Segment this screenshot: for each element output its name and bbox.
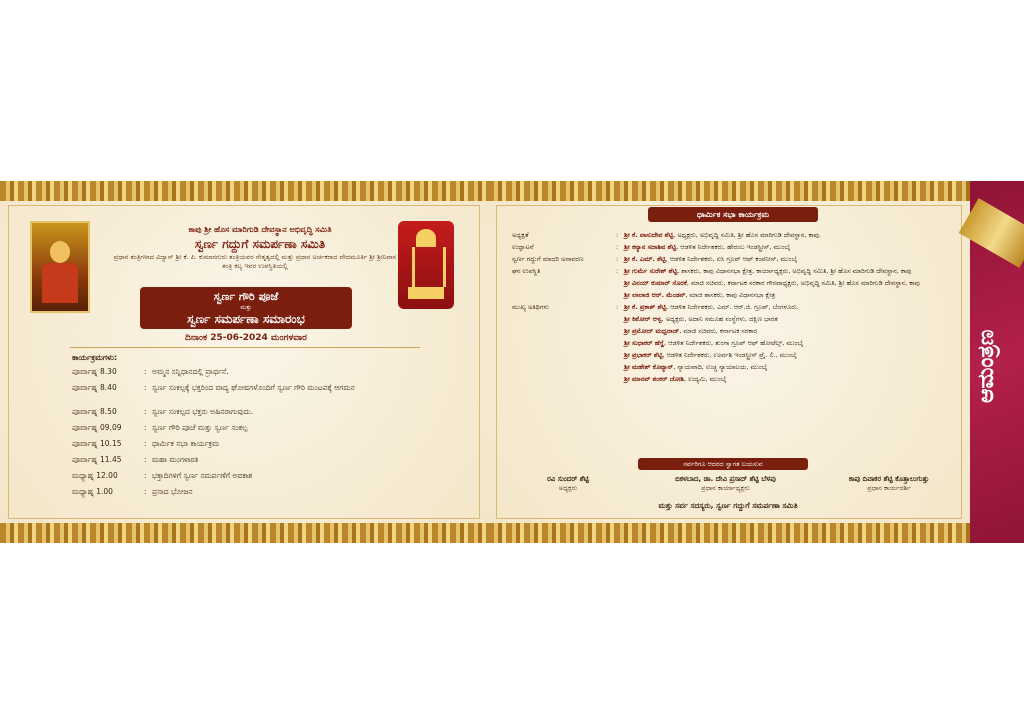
deity-image — [30, 221, 90, 313]
gold-border-top — [0, 181, 488, 201]
signatory: ಕಾಪು ದಿವಾಕರ ಶೆಟ್ಟಿ ಕೊತ್ತಾಲುಗುತ್ತು ಪ್ರಧಾನ ಕಾರ್ಯದರ್ಶಿ — [848, 475, 930, 492]
event-ribbon — [140, 287, 352, 329]
footer-text: ಮತ್ತು ಸರ್ವ ಸದಸ್ಯರು, ಸ್ವರ್ಣ ಗದ್ದುಗೆ ಸಮರ್ಪಣಾ ಸಮಿತಿ — [658, 501, 798, 510]
right-panel — [488, 181, 970, 543]
event-title-1: ಸ್ವರ್ಣ ಗೌರಿ ಪೂಜೆ — [213, 290, 279, 303]
program-row: ಪೂರ್ವಾಹ್ನ 11.45 : ಮಹಾ ಮಂಗಳಾರತಿ — [72, 455, 199, 464]
program-heading: ಕಾರ್ಯಕ್ರಮಗಳು: — [72, 353, 118, 362]
left-panel — [0, 181, 488, 543]
program-row: ಪೂರ್ವಾಹ್ನ 8.30 : ಅಮ್ಮನ ಸನ್ನಿಧಾನದಲ್ಲಿ ಪ್ರಾರ್ಥನೆ. — [72, 367, 229, 376]
guest-row: ಶ್ರೀ ಪ್ರಮೋದ್ ಮಧ್ವರಾಜ್, ಮಾಜಿ ಸಚಿವರು, ಕರ್ನಾಟಕ ಸರಕಾರ — [624, 327, 757, 335]
samiti-title: ಸ್ವರ್ಣ ಗದ್ದುಗೆ ಸಮರ್ಪಣಾ ಸಮಿತಿ — [194, 237, 326, 251]
welcome-banner: ಸರ್ವರಿಗೂ ಆದರದ ಸ್ವಾಗತ ಬಯಸುವ — [638, 458, 808, 470]
program-row: ಮಧ್ಯಾಹ್ನ 1.00 : ಪ್ರಸಾದ ಭೋಜನ — [72, 487, 193, 496]
organization-name: ಕಾಪು ಶ್ರೀ ಹೊಸ ಮಾರಿಗುಡಿ ದೇವಸ್ಥಾನ ಅಭಿವೃದ್ಧಿ ಸಮಿತಿ — [188, 225, 332, 234]
signatory: ರವಿ ಸುಂದರ್ ಶೆಟ್ಟಿ ಅಧ್ಯಕ್ಷರು — [547, 475, 589, 492]
gold-border-top — [488, 181, 970, 201]
event-date: ದಿನಾಂಕ 25-06-2024 ಮಂಗಳವಾರ — [185, 333, 307, 343]
intro-text: ಪ್ರಧಾನ ತಂತ್ರಿಗಳಾದ ವಿದ್ವಾನ್ ಶ್ರೀ ಕೆ. ಪಿ. ಕುಮಾರಗುರು ತಂತ್ರಿಯವರ ನೇತೃತ್ವದಲ್ಲಿ ಮತ್ತು ಪ್ರಧಾನ ಅರ್ಚಕರಾದ ವೇದಮೂರ್ತಿ ಶ್ರೀ ಶ್ರೀನಿವಾಸ ತಂತ್ರಿ ಕಲ್ಯ ಇವರ ಉಪಸ್ಥಿತಿಯಲ್ಲಿ — [113, 253, 397, 270]
invitation-card — [0, 181, 1024, 543]
guest-row: ಉದ್ಘಾಟನೆ : ಶ್ರೀ ಕನ್ಯಾನ ಸದಾಶಿವ ಶೆಟ್ಟಿ, ಆಡಳಿತ ನಿರ್ದೇಶಕರು, ಹೇರಂಬ ಇಂಡಸ್ಟ್ರೀಸ್, ಮುಂಬೈ — [512, 243, 791, 251]
event-title-2: ಸ್ವರ್ಣ ಸಮರ್ಪಣಾ ಸಮಾರಂಭ — [187, 312, 305, 326]
guest-row: ಸ್ವರ್ಣ ಗದ್ದುಗೆ ಮಾದರಿ ಅನಾವರಣ : ಶ್ರೀ ಕೆ. ಎಮ್. ಶೆಟ್ಟಿ, ಆಡಳಿತ ನಿರ್ದೇಶಕರು, ಏಸಿ ಗ್ರೂಪ್ ಆಫ್ ಕಂಪನೀಸ್, ಮುಂಬೈ — [512, 255, 798, 263]
gold-border-bottom — [488, 523, 970, 543]
program-row: ಪೂರ್ವಾಹ್ನ 8.40 : ಸ್ವರ್ಣ ಸಂಕಲ್ಪಕ್ಕೆ ಭಕ್ತರಿಂದ ವಾದ್ಯ ಘೋಷಗಳೊಂದಿಗೆ ಸ್ವರ್ಣ ಗೌರಿ ಮಂಟಪಕ್ಕೆ ಆಗಮನ — [72, 383, 355, 392]
guest-row: ಶ್ರೀ ಕಿಶೋರ್ ಆಳ್ವ, ಅಧ್ಯಕ್ಷರು, ಅದಾನಿ ಸಮೂಹ ಸಂಸ್ಥೆಗಳು, ದಕ್ಷಿಣ ಭಾರತ — [624, 315, 778, 323]
program-row: ಪೂರ್ವಾಹ್ನ 10.15 : ಧಾರ್ಮಿಕ ಸಭಾ ಕಾರ್ಯಕ್ರಮ — [72, 439, 220, 448]
guest-list — [512, 231, 952, 387]
sabha-title: ಧಾರ್ಮಿಕ ಸಭಾ ಕಾರ್ಯಕ್ರಮ — [648, 207, 818, 222]
guest-row: ಶ್ರೀ ಮಾನವ್ ಶಂಕರ್ ಜೋಶಿ, ಉದ್ಯಮಿ, ಮುಂಬೈ — [624, 375, 727, 383]
guest-row: ಶ್ರೀ ಲಾಲಾಜಿ ಆರ್. ಮೆಂಡನ್, ಮಾಜಿ ಶಾಸಕರು, ಕಾಪು ವಿಧಾನಸಭಾ ಕ್ಷೇತ್ರ — [624, 291, 776, 299]
guest-row: ಅಧ್ಯಕ್ಷತೆ : ಶ್ರೀ ಕೆ. ವಾಸುದೇವ ಶೆಟ್ಟಿ, ಅಧ್ಯಕ್ಷರು, ಅಭಿವೃದ್ಧಿ ಸಮಿತಿ, ಶ್ರೀ ಹೊಸ ಮಾರಿಗುಡಿ ದೇವಸ್ಥಾನ, ಕಾಪು. — [512, 231, 822, 239]
guest-row: ಘನ ಉಪಸ್ಥಿತಿ : ಶ್ರೀ ಗುರ್ಮೆ ಸುರೇಶ್ ಶೆಟ್ಟಿ, ಶಾಸಕರು, ಕಾಪು ವಿಧಾನಸಭಾ ಕ್ಷೇತ್ರ, ಕಾರ್ಯಾಧ್ಯಕ್ಷರು, ಅಭಿವೃದ್ಧಿ ಸಮಿತಿ, ಶ್ರೀ ಹೊಸ ಮಾರಿಗುಡಿ ದೇವಸ್ಥಾನ, ಕಾಪು — [512, 267, 912, 275]
program-row: ಪೂರ್ವಾಹ್ನ 8.50 : ಸ್ವರ್ಣ ಸಂಕಲ್ಪದ ಭಕ್ತರು ಅಹಿನರಾಗುವುದು. — [72, 407, 254, 416]
signatory: ಬಿಕಳಬಾದ, ಡಾ. ದೇವಿ ಪ್ರಸಾದ್ ಶೆಟ್ಟಿ ಬೆಳಪು ಪ್ರಧಾನ ಕಾರ್ಯಾಧ್ಯಕ್ಷರು — [675, 475, 776, 492]
guest-row: ಶ್ರೀ ವಿನಯ್ ಕುಮಾರ್ ಸೊರಕೆ, ಮಾಜಿ ಸಚಿವರು, ಕರ್ನಾಟಕ ಸರಕಾರ ಗೌರವಾಧ್ಯಕ್ಷರು, ಅಭಿವೃದ್ಧಿ ಸಮಿತಿ, ಶ್ರೀ ಹೊಸ ಮಾರಿಗುಡಿ ದೇವಸ್ಥಾನ, ಕಾಪು — [624, 279, 920, 287]
gold-border-bottom — [0, 523, 488, 543]
guest-row: ಶ್ರೀ ಮಹೇಶ್ ಕೊಟ್ಯಾನ್, ನ್ಯಾಯವಾದಿ, ಉಚ್ಚ ನ್ಯಾಯಾಲಯ, ಮುಂಬೈ — [624, 363, 768, 371]
guest-row: ಮುಖ್ಯ ಅತಿಥಿಗಳು : ಶ್ರೀ ಕೆ. ಪ್ರಕಾಶ್ ಶೆಟ್ಟಿ, ಆಡಳಿತ ನಿರ್ದೇಶಕರು, ಎಮ್. ಆರ್.ಜಿ. ಗ್ರೂಪ್, ಬೆಂಗಳೂರು. — [512, 303, 799, 311]
cover-flap — [970, 181, 1024, 543]
event-and: ಮತ್ತು — [240, 304, 252, 311]
divider — [70, 347, 420, 348]
guest-row: ಶ್ರೀ ಪ್ರಭಾಕರ್ ಶೆಟ್ಟಿ, ಆಡಳಿತ ನಿರ್ದೇಶಕರು, ಊರ್ವಶಿ ಇಂಡಸ್ಟ್ರೀಸ್ ಪ್ರೈ. ಲಿ., ಮುಂಬೈ — [624, 351, 797, 359]
invitation-word: ಆಮಂತ್ರಣ — [974, 329, 999, 403]
golden-shrine-image — [398, 221, 454, 309]
guest-row: ಶ್ರೀ ಸುಧಾಕರ್ ಹೆಗ್ಡೆ, ಆಡಳಿತ ನಿರ್ದೇಶಕರು, ತುಂಗಾ ಗ್ರೂಪ್ ಆಫ್ ಹೋಟೆಲ್ಸ್, ಮುಂಬೈ — [624, 339, 804, 347]
program-row: ಪೂರ್ವಾಹ್ನ 09.09 : ಸ್ವರ್ಣ ಗೌರಿ ಪೂಜೆ ಮತ್ತು ಸ್ವರ್ಣ ಸಂಕಲ್ಪ — [72, 423, 248, 432]
program-row: ಮಧ್ಯಾಹ್ನ 12.00 : ಭಕ್ತಾದಿಗಳಿಗೆ ಸ್ವರ್ಣ ಸಮರ್ಪಣೆಗೆ ಅವಕಾಶ — [72, 471, 253, 480]
program-list — [72, 367, 422, 503]
